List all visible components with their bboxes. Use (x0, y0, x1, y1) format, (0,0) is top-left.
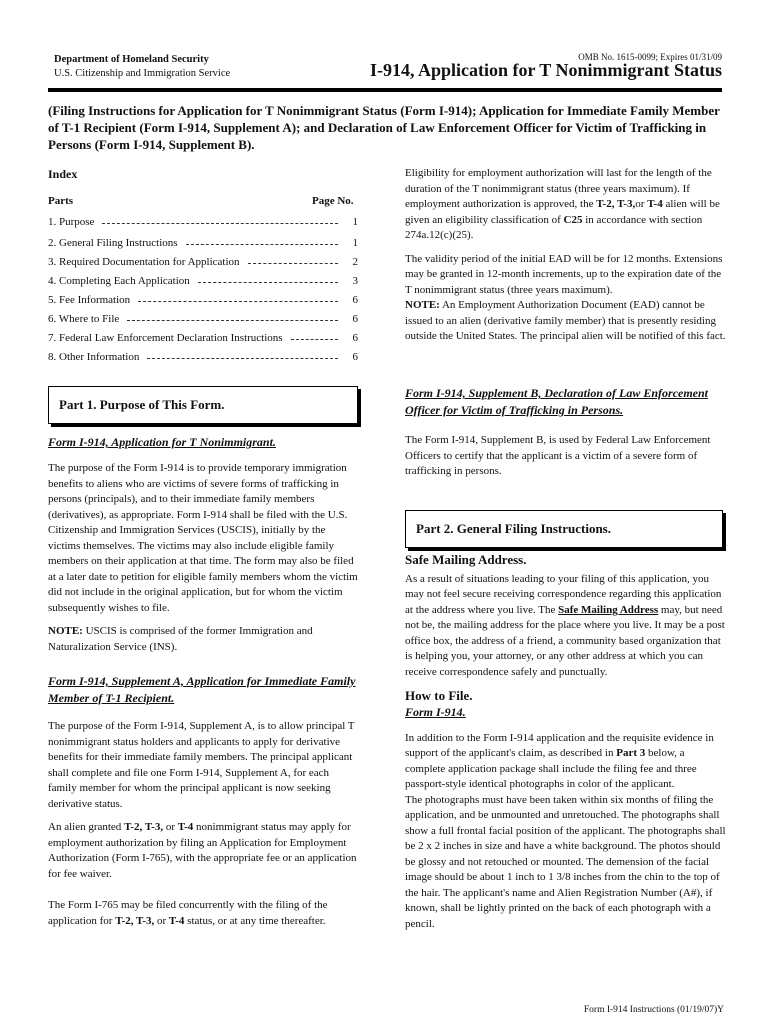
index-row (48, 328, 358, 344)
supplement-b-paragraph: The Form I-914, Supplement B, is used by Federal Law Enforcement Officers to certify that the applicant is a victim of a severe form of trafficking in persons. (405, 434, 711, 477)
index-label: 3. Required Documentation for Application (48, 256, 240, 268)
index-parts-label: Parts (48, 195, 74, 207)
filing-package-paragraph (405, 731, 727, 793)
leader-dots (248, 263, 338, 264)
form-title: I-914, Application for T Nonimmigrant Status (369, 60, 722, 80)
text: below, a complete application package shall include the filing fee and three passport-style identical photographs in color of the applicant. (405, 747, 697, 790)
index-label: 6. Where to File (48, 313, 120, 325)
bold-text: T-2, T-3, (596, 198, 636, 210)
bold-text: T-4 (168, 914, 185, 927)
part1-heading-box (48, 386, 358, 424)
bold-text: T-4 (177, 821, 194, 833)
footer-form-id: Form I-914 Instructions (01/19/07)Y (583, 1005, 724, 1015)
leader-dots (186, 244, 338, 245)
text: may, but need not be, the mailing address for the place where you live. It may be a post office box, the address of a friend, a community based organization that is helping you, your attorney, or any other address at which you can receive correspondence safely and punctually. (405, 603, 725, 678)
text: or (163, 821, 178, 833)
supplement-a-heading: Form I-914, Supplement A, Application for Immediate Family Member of T-1 Recipient. (48, 674, 356, 705)
index-label: 5. Fee Information (48, 294, 131, 306)
validity-paragraph: The validity period of the initial EAD will be for 12 months. Extensions may be granted in 12-month increments, up to the expiration date of the T nonimmigrant status (three years maximum). (405, 252, 723, 296)
note-text: An Employment Authorization Document (EAD) cannot be issued to an alien (derivative family member) that is presently residing outside the United States. The principal alien will be notified of this fact. (405, 299, 726, 342)
index-label: 1. Purpose (48, 216, 95, 228)
right-column-top (405, 166, 727, 353)
index-label: 4. Completing Each Application (48, 275, 190, 287)
index-row (48, 309, 358, 325)
note-label: NOTE: (48, 625, 83, 637)
bold-text: Part 3 (616, 747, 646, 759)
index-row (48, 347, 358, 363)
index-page: 6 (352, 351, 358, 363)
header-rule (48, 88, 722, 92)
uscis-note (48, 624, 360, 655)
department-name: Department of Homeland Security (54, 54, 209, 65)
text: An alien granted (48, 821, 125, 833)
how-to-file-heading: How to File. (405, 688, 473, 703)
index-page: 6 (352, 313, 358, 325)
text: The Form I-765 may be filed concurrently with the filing of the application for (48, 899, 328, 927)
supplement-a-paragraph: The purpose of the Form I-914, Supplement A, is to allow principal T nonimmigrant status holders and applicants to apply for derivative benefits for their immediate family members. The principal applicant shall complete and file one Form I-914, Supplement A, for each family member for whom the principal applicant is now seeking derivative status. (48, 720, 355, 810)
index-page: 2 (352, 256, 358, 268)
index-label: 2. General Filing Instructions (48, 237, 178, 249)
text: alien will be given an eligibility classification of (405, 198, 720, 226)
text: Eligibility for employment authorization will last for the length of the duration of the T nonimmigrant status (three years maximum). If employment authorization is approved, the (405, 167, 712, 210)
supplement-b-heading: Form I-914, Supplement B, Declaration of Law Enforcement Officer for Victim of Trafficking in Persons. (405, 386, 709, 417)
index-row (48, 212, 358, 228)
photographs-paragraph: The photographs must have been taken within six months of filing the application, and be unmounted and unretouched. The photographs shall show a full frontal facial position of the applicant. The photographs shall be 2 x 2 inches in size and have a white background. The photos should be glossy and not retouched or mounted. The demension of the facial image should be about 1 inch to 1 3/8 inches from the chin to the top of the hair. The applicant's name and Alien Registration Number (A#), if known, shall be lightly printed on the back of each photograph with a pencil. (405, 793, 726, 930)
ead-note (405, 298, 727, 345)
text: In addition to the Form I-914 application and the requisite evidence in support of the applicant's claim, as described in (405, 731, 714, 759)
right-column-bottom (405, 552, 727, 940)
bold-text: T-2, T-3, (115, 914, 155, 927)
i914-paragraph: The purpose of the Form I-914 is to provide temporary immigration benefits to aliens who are victims of severe forms of trafficking in persons (principals), and to their immediate family members (derivatives), as appropriate. Form I-914 shall be filed with the U.S. Citizenship and Immigration Services (USCIS), initially by the victims themselves. The victims may also include eligible family members on their application at that time. The form may also be filed at a later date to petition for eligible family members whom the victim did not include in the original application, but for whom the victim subsequently wishes to file. (48, 462, 358, 614)
eligibility-paragraph (405, 166, 727, 244)
text: in accordance with section 274a.12(c)(25). (405, 213, 703, 241)
text: As a result of situations leading to your filing of this application, you may not feel secure receiving correspondence regarding this application at the address where you live. The (405, 572, 722, 616)
agency-name: U.S. Citizenship and Immigration Service (54, 68, 231, 79)
leader-dots (102, 223, 338, 224)
leader-dots (138, 301, 338, 302)
part2-heading: Part 2. General Filing Instructions. (416, 521, 611, 536)
index-page-label: Page No. (312, 195, 354, 207)
leader-dots (198, 282, 338, 283)
text: status, or at any time thereafter. (184, 914, 326, 927)
index-page: 3 (352, 275, 358, 287)
index-row (48, 233, 358, 249)
bold-text: C25 (563, 213, 583, 226)
i914-heading: Form I-914, Application for T Nonimmigrant. (48, 435, 276, 449)
note-label: NOTE: (405, 299, 440, 311)
index-heading: Index (48, 167, 78, 181)
i765-paragraph (48, 898, 360, 929)
part2-heading-box (405, 510, 723, 548)
leader-dots (127, 320, 338, 321)
left-column (48, 434, 360, 937)
index-page: 1 (352, 237, 358, 249)
omb-number: OMB No. 1615-0099; Expires 01/31/09 (578, 52, 722, 62)
index-row (48, 290, 358, 306)
text: or (154, 914, 169, 927)
safe-mailing-paragraph (405, 572, 727, 681)
note-text: USCIS is comprised of the former Immigration and Naturalization Service (INS). (48, 625, 313, 653)
index-label: 8. Other Information (48, 351, 140, 363)
part1-heading: Part 1. Purpose of This Form. (59, 397, 225, 412)
leader-dots (291, 339, 338, 340)
index-row (48, 271, 358, 287)
index-page: 1 (352, 216, 358, 228)
bold-text: Safe Mailing Address (558, 603, 659, 616)
ead-paragraph (48, 820, 360, 882)
right-column-supp-b (405, 385, 727, 488)
filing-instructions-title: (Filing Instructions for Application for T Nonimmigrant Status (Form I-914); Application for Immediate Family Member of T-1 Recipient (Form I-914, Supplement A); and Declaration of Law Enforcement Officer for Victim of Trafficking in Persons (Form I-914, Supplement B). (48, 103, 720, 152)
bold-text: T-4 (647, 198, 663, 210)
bold-text: T-2, T-3, (124, 821, 164, 833)
index-page: 6 (352, 332, 358, 344)
text: nonimmigrant status may apply for employment authorization by filing an Application for Employment Authorization (Form I-765), with the appropriate fee or an application for fee waiver. (48, 821, 357, 880)
form-i914-heading: Form I-914. (405, 704, 466, 719)
text: or (635, 198, 648, 210)
leader-dots (147, 358, 338, 359)
safe-mailing-heading: Safe Mailing Address. (405, 552, 527, 567)
index-label: 7. Federal Law Enforcement Declaration Instructions (48, 332, 283, 344)
index-row (48, 252, 358, 268)
index-page: 6 (352, 294, 358, 306)
